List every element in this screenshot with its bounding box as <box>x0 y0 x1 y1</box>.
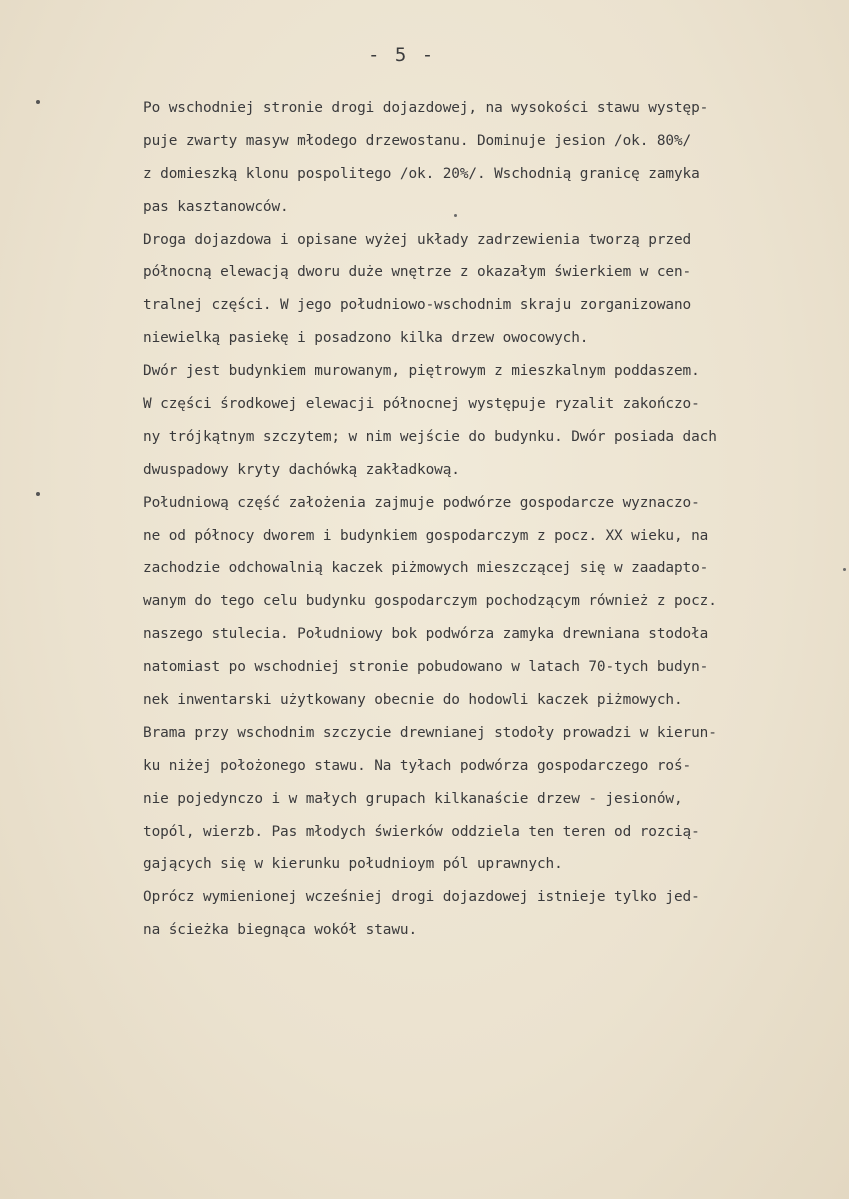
text-line: topól, wierzb. Pas młodych świerków oddziela ten teren od rozcią- <box>143 823 700 840</box>
text-line: niewielką pasiekę i posadzono kilka drzew owocowych. <box>143 330 589 347</box>
text-line: Po wschodniej stronie drogi dojazdowej, na wysokości stawu występ- <box>143 100 709 116</box>
body-text <box>143 92 833 947</box>
text-line: gających się w kierunku południoym pól uprawnych. <box>143 856 563 873</box>
text-line: nek inwentarski użytkowany obecnie do hodowli kaczek piżmowych. <box>143 692 683 709</box>
stray-mark <box>843 568 846 571</box>
text-line: naszego stulecia. Południowy bok podwórza zamyka drewniana stodoła <box>143 626 709 643</box>
text-line: ne od północy dworem i budynkiem gospodarczym z pocz. XX wieku, na <box>143 527 709 544</box>
text-line: na ścieżka biegnąca wokół stawu. <box>143 922 418 939</box>
margin-mark <box>36 492 40 496</box>
stray-mark <box>454 214 457 217</box>
text-line: zachodzie odchowalnią kaczek piżmowych mieszczącej się w zaadapto- <box>143 560 709 577</box>
page-number: - 5 - <box>368 44 436 66</box>
text-line: wanym do tego celu budynku gospodarczym pochodzącym również z pocz. <box>143 593 717 610</box>
text-line: W części środkowej elewacji północnej występuje ryzalit zakończo- <box>143 396 700 413</box>
text-line: północną elewacją dworu duże wnętrze z okazałym świerkiem w cen- <box>143 264 692 281</box>
text-line: dwuspadowy kryty dachówką zakładkową. <box>143 461 460 478</box>
text-line: natomiast po wschodniej stronie pobudowano w latach 70-tych budyn- <box>143 659 709 676</box>
margin-mark <box>36 100 40 104</box>
text-line: nie pojedynczo i w małych grupach kilkanaście drzew - jesionów, <box>143 790 683 807</box>
text-line: ku niżej położonego stawu. Na tyłach podwórza gospodarczego roś- <box>143 757 692 774</box>
text-line: puje zwarty masyw młodego drzewostanu. Dominuje jesion /ok. 80%/ <box>143 132 692 149</box>
text-line: Dwór jest budynkiem murowanym, piętrowym z mieszkalnym poddaszem. <box>143 363 700 380</box>
text-line: Południową część założenia zajmuje podwórze gospodarcze wyznaczo- <box>143 494 700 511</box>
text-line: ny trójkątnym szczytem; w nim wejście do budynku. Dwór posiada dach <box>143 428 717 445</box>
text-line: Droga dojazdowa i opisane wyżej układy zadrzewienia tworzą przed <box>143 231 692 248</box>
text-line: Oprócz wymienionej wcześniej drogi dojazdowej istnieje tylko jed- <box>143 889 700 906</box>
text-line: z domieszką klonu pospolitego /ok. 20%/. Wschodnią granicę zamyka <box>143 165 700 182</box>
text-line: pas kasztanowców. <box>143 198 289 215</box>
text-line: tralnej części. W jego południowo-wschodnim skraju zorganizowano <box>143 297 692 314</box>
text-line: Brama przy wschodnim szczycie drewnianej stodoły prowadzi w kierun- <box>143 724 717 741</box>
